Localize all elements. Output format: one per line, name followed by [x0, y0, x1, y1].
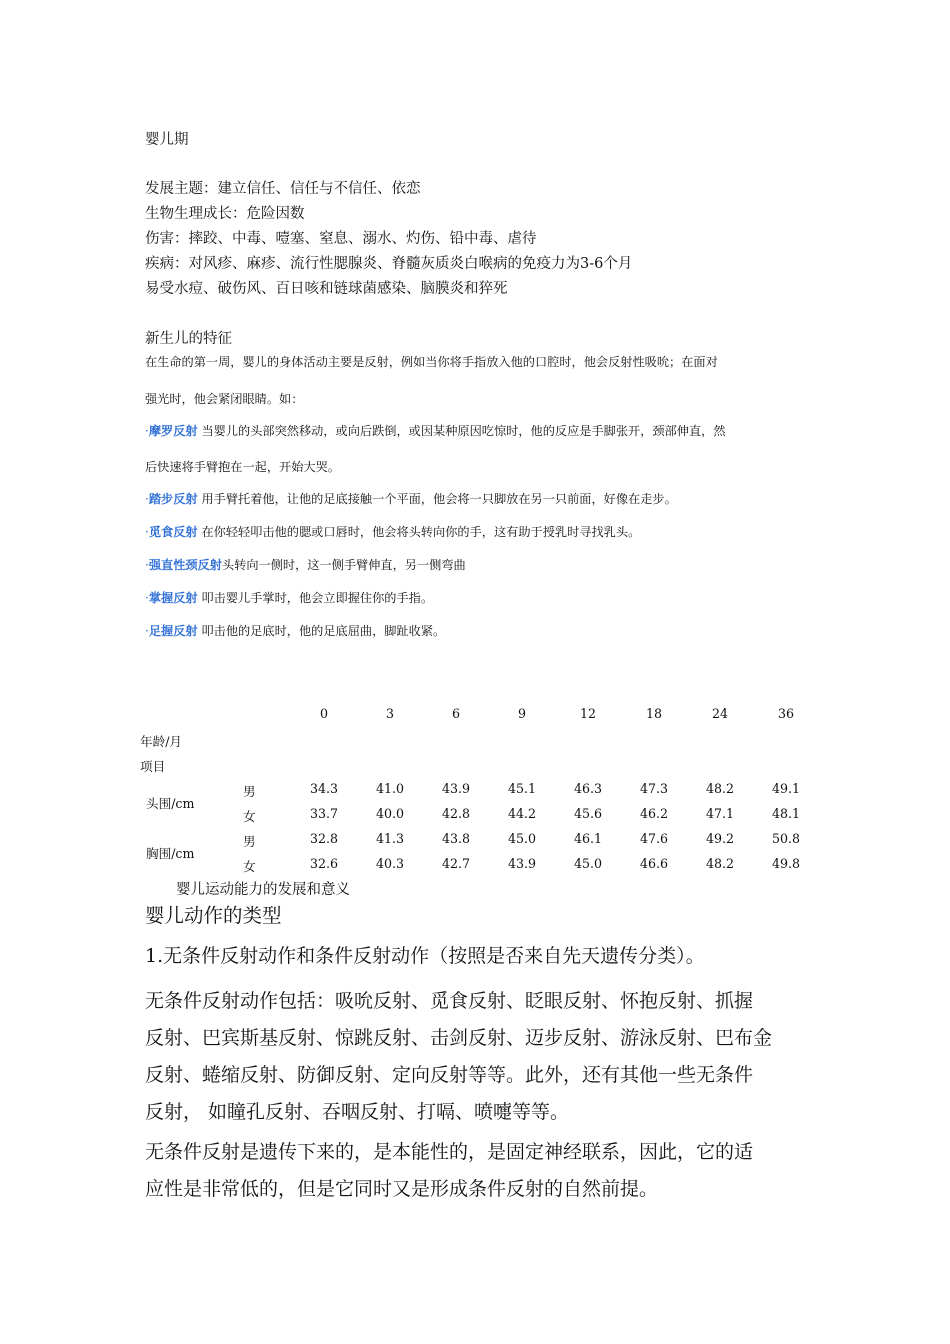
bullet-dot: · — [145, 424, 149, 438]
motor-point-1: 1.无条件反射动作和条件反射动作（按照是否来自先天遗传分类）。 — [145, 945, 705, 967]
table-cell: 32.8 — [309, 831, 339, 846]
table-cell: 47.1 — [705, 806, 735, 821]
table-cell: 43.9 — [441, 781, 471, 796]
intro-injury: 伤害：摔跤、中毒、噎塞、窒息、溺水、灼伤、铅中毒、虐待 — [145, 231, 537, 247]
reflex-item — [145, 523, 640, 540]
table-cell: 46.3 — [573, 781, 603, 796]
reflex-name: 掌握反射 — [148, 591, 198, 605]
group-label-chest: 胸围/cm — [146, 846, 195, 861]
month-header: 24 — [711, 706, 729, 721]
motor-heading: 婴儿动作的类型 — [145, 904, 282, 927]
bullet-dot: · — [145, 525, 149, 539]
month-header: 12 — [579, 706, 597, 721]
newborn-para-line1: 在生命的第一周，婴儿的身体活动主要是反射，例如当你将手指放入他的口腔时，他会反射性吸吮；在面对 — [145, 355, 718, 369]
month-header: 3 — [385, 706, 394, 721]
sex-label: 女 — [243, 859, 256, 874]
para2-line: 无条件反射是遗传下来的，是本能性的，是固定神经联系，因此，它的适 — [145, 1141, 754, 1163]
reflex-item — [145, 589, 433, 606]
table-cell: 47.6 — [639, 831, 669, 846]
table-cell: 45.0 — [507, 831, 537, 846]
para1-line: 反射， 如瞳孔反射、吞咽反射、打嗝、喷嚏等等。 — [145, 1101, 570, 1123]
table-cell: 42.7 — [441, 856, 471, 871]
reflex-desc: 当婴儿的头部突然移动，或向后跌倒，或因某种原因吃惊时，他的反应是手脚张开，颈部伸直，然 — [197, 424, 726, 438]
table-cell: 48.1 — [771, 806, 801, 821]
table-cell: 48.2 — [705, 781, 735, 796]
table-cell: 46.2 — [639, 806, 669, 821]
motor-subtitle: 婴儿运动能力的发展和意义 — [176, 882, 350, 898]
para1-line: 反射、蜷缩反射、防御反射、定向反射等等。此外，还有其他一些无条件 — [145, 1064, 754, 1086]
table-cell: 46.1 — [573, 831, 603, 846]
table-cell: 49.1 — [771, 781, 801, 796]
reflex-name: 摩罗反射 — [148, 424, 198, 438]
table-cell: 43.9 — [507, 856, 537, 871]
table-cell: 44.2 — [507, 806, 537, 821]
table-cell: 33.7 — [309, 806, 339, 821]
reflex-item — [145, 622, 445, 639]
table-cell: 49.2 — [705, 831, 735, 846]
month-header: 18 — [645, 706, 663, 721]
month-header: 0 — [319, 706, 328, 721]
para1-line: 无条件反射动作包括：吸吮反射、觅食反射、眨眼反射、怀抱反射、抓握 — [145, 990, 754, 1012]
table-cell: 45.0 — [573, 856, 603, 871]
item-header-label: 项目 — [140, 759, 166, 774]
para1-line: 反射、巴宾斯基反射、惊跳反射、击剑反射、迈步反射、游泳反射、巴布金 — [145, 1027, 773, 1049]
reflex-desc: 在你轻轻叩击他的腮或口唇时，他会将头转向你的手，这有助于授乳时寻找乳头。 — [197, 525, 641, 539]
intro-theme: 发展主题：建立信任、信任与不信任、依恋 — [145, 181, 421, 197]
newborn-para-line2: 强光时，他会紧闭眼睛。如： — [145, 392, 304, 406]
table-cell: 49.8 — [771, 856, 801, 871]
bullet-dot: · — [145, 558, 149, 572]
intro-disease: 疾病：对风疹、麻疹、流行性腮腺炎、脊髓灰质炎白喉病的免疫力为3-6个月 — [145, 256, 633, 272]
reflex-name: 踏步反射 — [148, 492, 198, 506]
intro-susceptible: 易受水痘、破伤风、百日咳和链球菌感染、脑膜炎和猝死 — [145, 281, 508, 297]
para2-line: 应性是非常低的，但是它同时又是形成条件反射的自然前提。 — [145, 1178, 659, 1200]
reflex-desc: 用手臂托着他，让他的足底接触一个平面，他会将一只脚放在另一只前面，好像在走步。 — [197, 492, 677, 506]
newborn-heading: 新生儿的特征 — [145, 331, 232, 347]
table-cell: 48.2 — [705, 856, 735, 871]
table-cell: 50.8 — [771, 831, 801, 846]
table-cell: 45.1 — [507, 781, 537, 796]
table-cell: 34.3 — [309, 781, 339, 796]
page-title: 婴儿期 — [145, 132, 189, 148]
reflex-name: 足握反射 — [148, 624, 198, 638]
month-header: 9 — [517, 706, 526, 721]
table-cell: 40.0 — [375, 806, 405, 821]
intro-growth: 生物生理成长：危险因数 — [145, 206, 305, 222]
sex-label: 女 — [243, 809, 256, 824]
table-cell: 41.0 — [375, 781, 405, 796]
month-header: 36 — [777, 706, 795, 721]
bullet-dot: · — [145, 624, 149, 638]
sex-label: 男 — [243, 834, 256, 849]
group-label-head: 头围/cm — [146, 796, 195, 811]
table-cell: 46.6 — [639, 856, 669, 871]
table-cell: 45.6 — [573, 806, 603, 821]
table-cell: 40.3 — [375, 856, 405, 871]
reflex-item — [145, 556, 466, 573]
table-cell: 47.3 — [639, 781, 669, 796]
reflex-name: 觅食反射 — [148, 525, 198, 539]
table-cell: 32.6 — [309, 856, 339, 871]
sex-label: 男 — [243, 784, 256, 799]
month-header: 6 — [451, 706, 460, 721]
reflex-desc: 叩击他的足底时，他的足底屈曲，脚趾收紧。 — [197, 624, 446, 638]
table-cell: 43.8 — [441, 831, 471, 846]
reflex-desc: 叩击婴儿手掌时，他会立即握住你的手指。 — [197, 591, 434, 605]
age-header-label: 年龄/月 — [140, 734, 183, 749]
table-cell: 42.8 — [441, 806, 471, 821]
bullet-dot: · — [145, 492, 149, 506]
reflex-item — [145, 490, 677, 507]
reflex-desc: 头转向一侧时，这一侧手臂伸直，另一侧弯曲 — [222, 558, 466, 572]
reflex-desc-continued: 后快速将手臂抱在一起，开始大哭。 — [145, 460, 340, 474]
bullet-dot: · — [145, 591, 149, 605]
reflex-name: 强直性颈反射 — [148, 558, 222, 572]
table-cell: 41.3 — [375, 831, 405, 846]
reflex-item — [145, 422, 726, 439]
